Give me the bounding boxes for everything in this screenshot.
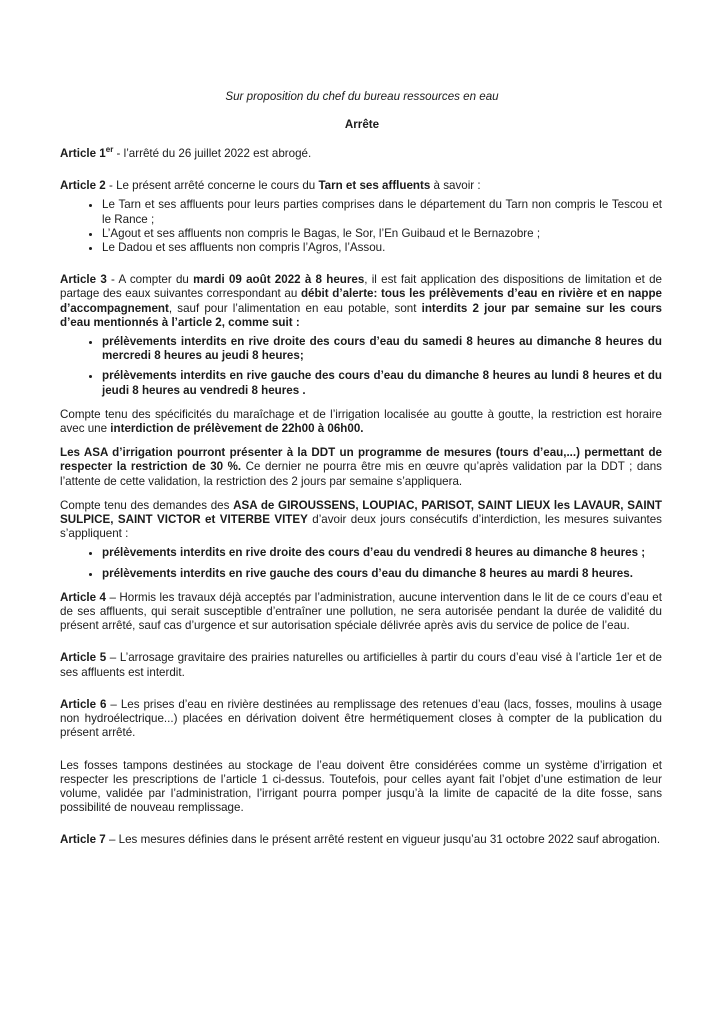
document-body [60,147,662,858]
list-item: • prélèvements interdits en rive droite des cours d’eau du samedi 8 heures au dimanche 8 heures du mercredi 8 heures au jeudi 8 heures; [102,335,662,363]
list-item: • Le Dadou et ses affluents non compris l’Agros, l’Assou. [102,241,662,255]
article-7: Article 7 – Les mesures définies dans le présent arrêté restent en vigueur jusqu’au 31 octobre 2022 sauf abrogation. [60,833,661,847]
list-item: • Le Tarn et ses affluents pour leurs parties comprises dans le département du Tarn non compris le Tescou et le Rance ; [102,198,662,226]
intro-line: Sur proposition du chef du bureau ressources en eau [225,90,499,103]
article-4: Article 4 – Hormis les travaux déjà acceptés par l’administration, aucune intervention dans le lit de ce cours d’eau et de ses affluents, qui serait susceptible d’entraîner une pollution, ne sera autorisée pendant la durée de validité du présent arrêté, sauf cas d’urgence et sur autorisation spéciale délivrée après avis du service de police de l’eau. [60,590,662,633]
article-3: Article 3 - A compter du mardi 09 août 2022 à 8 heures, il est fait application des dispositions de limitation et de partage des eaux suivantes correspondant au débit d’alerte: tous les prélèvements d’eau en rivière et en nappe d’accompagnement, sauf pour l’alimentation en eau potable, sont interdits 2 jour par semaine sur les cours d’eau mentionnés à l’article 2, comme suit : [60,273,662,329]
list-item: • prélèvements interdits en rive gauche des cours d’eau du dimanche 8 heures au mardi 8 heures. [102,567,662,581]
article-1-label: Article 1er [60,145,114,160]
article-6: Article 6 – Les prises d’eau en rivière destinées au remplissage des retenues d’eau (lacs, fosses, moulins à usage non hydroélectrique...) placées en dérivation doivent être hermétiquement closes à compter de la publication du présent arrêté. [60,697,662,740]
article-2-label: Article 2 [60,179,106,193]
decree-title: Arrête [344,118,380,131]
list-item: • prélèvements interdits en rive gauche des cours d’eau du dimanche 8 heures au lundi 8 heures et du jeudi 8 heures au vendredi 8 heures . [102,369,662,397]
article-2-list [60,198,662,255]
article-3-paragraph-3: Les ASA d’irrigation pourront présenter à la DDT un programme de mesures (tours d’eau,...) permettant de respecter la restriction de 30 %. Ce dernier ne pourra être mis en œuvre qu’après validation par la DDT ; dans l’attente de cette validation, la restriction des 2 jours par semaine s’appliquera. [60,446,662,488]
article-3-list [60,335,662,398]
article-2: Article 2 - Le présent arrêté concerne le cours du Tarn et ses affluents à savoir : [60,179,481,193]
article-6-label: Article 6 [60,697,107,711]
article-5: Article 5 – L’arrosage gravitaire des prairies naturelles ou artificielles à partir du cours d’eau visé à l’article 1er et de ses affluents est interdit. [60,651,662,679]
article-7-label: Article 7 [60,833,106,847]
article-5-label: Article 5 [60,651,107,665]
list-item: • L’Agout et ses affluents non compris le Bagas, le Sor, l’En Guibaud et le Bernazobre ; [102,227,662,241]
article-3-paragraph-4: Compte tenu des demandes des ASA de GIROUSSENS, LOUPIAC, PARISOT, SAINT LIEUX les LAVAUR, SAINT SULPICE, SAINT VICTOR et VITERBE VITEY d’avoir deux jours consécutifs d’interdiction, les mesures suivantes s’appliquent : [60,498,662,541]
article-3-label: Article 3 [60,273,107,287]
list-item: • prélèvements interdits en rive droite des cours d’eau du vendredi 8 heures au dimanche 8 heures ; [102,546,662,560]
article-3-list-2 [60,546,662,580]
article-3-paragraph-2: Compte tenu des spécificités du maraîchage et de l’irrigation localisée au goutte à goutte, la restriction est horaire avec une interdiction de prélèvement de 22h00 à 06h00. [60,407,662,436]
article-1: Article 1er - l’arrêté du 26 juillet 2022 est abrogé. [60,145,312,160]
article-4-label: Article 4 [60,590,106,604]
article-6-paragraph-2: Les fosses tampons destinées au stockage de l’eau doivent être considérées comme un système d’irrigation et respecter les prescriptions de l’article 1 ci-dessus. Toutefois, pour celles ayant fait l’objet d’une estimation de leur volume, validée par l’administration, l’irrigant pourra pomper jusqu’à la limite de capacité de la dite fosse, sans possibilité de nouveau remplissage. [60,758,662,815]
